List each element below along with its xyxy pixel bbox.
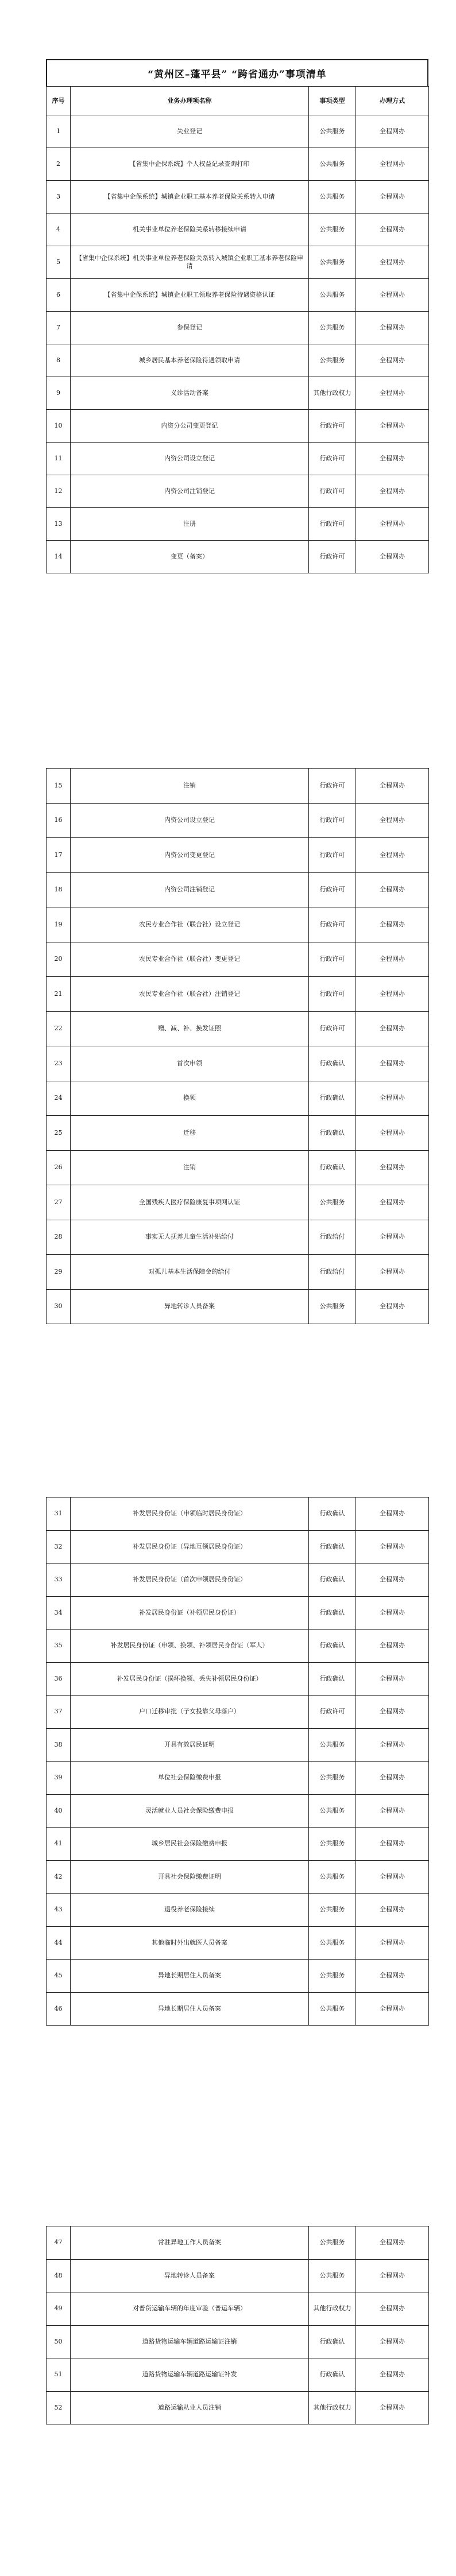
sheet-page-3: [46, 1497, 428, 2026]
cell-item-type: 行政确认: [309, 1046, 356, 1081]
cell-item-name: 城乡居民基本养老保险待遇领取申请: [71, 344, 309, 377]
cell-item-type: 行政许可: [309, 977, 356, 1012]
cell-item-type: 行政许可: [309, 475, 356, 508]
cell-index: 48: [47, 2259, 71, 2292]
table-row: [47, 2358, 429, 2392]
cell-handling-method: 全程网办: [356, 838, 429, 873]
cell-item-name: 内资公司变更登记: [71, 838, 309, 873]
cell-handling-method: 全程网办: [356, 1530, 429, 1564]
table-row: [47, 541, 429, 573]
cell-handling-method: 全程网办: [356, 907, 429, 942]
cell-item-name: 户口迁移审批（子女投靠父母落户）: [71, 1696, 309, 1729]
cell-item-name: 首次申领: [71, 1046, 309, 1081]
cell-handling-method: 全程网办: [356, 769, 429, 804]
table-row: [47, 1498, 429, 1531]
cell-item-name: 义诊活动备案: [71, 377, 309, 410]
cell-item-name: 【省集中企保系统】城镇企业职工领取养老保险待遇资格认证: [71, 279, 309, 312]
cell-item-type: 公共服务: [309, 2226, 356, 2260]
cell-index: 36: [47, 1662, 71, 1696]
table-row: [47, 1046, 429, 1081]
cell-handling-method: 全程网办: [356, 312, 429, 344]
cell-item-name: 事实无人抚养儿童生活补贴给付: [71, 1220, 309, 1255]
table-row: [47, 279, 429, 312]
cell-handling-method: 全程网办: [356, 115, 429, 148]
cell-index: 25: [47, 1116, 71, 1151]
cell-index: 41: [47, 1828, 71, 1861]
cell-item-type: 其他行政权力: [309, 2391, 356, 2424]
cell-item-type: 公共服务: [309, 1828, 356, 1861]
cell-item-name: 【省集中企保系统】城镇企业职工基本养老保险关系转入申请: [71, 181, 309, 214]
cell-item-type: 行政许可: [309, 838, 356, 873]
cell-handling-method: 全程网办: [356, 1960, 429, 1993]
cell-handling-method: 全程网办: [356, 1255, 429, 1290]
cell-index: 5: [47, 246, 71, 279]
cell-item-name: 农民专业合作社（联合社）注销登记: [71, 977, 309, 1012]
cell-handling-method: 全程网办: [356, 1630, 429, 1663]
cell-handling-method: 全程网办: [356, 1220, 429, 1255]
cell-item-type: 公共服务: [309, 1860, 356, 1894]
cell-index: 15: [47, 769, 71, 804]
cell-item-name: 内资分公司变更登记: [71, 410, 309, 443]
table-row: [47, 1894, 429, 1927]
cell-index: 31: [47, 1498, 71, 1531]
cell-index: 2: [47, 148, 71, 181]
cell-handling-method: 全程网办: [356, 872, 429, 907]
cell-handling-method: 全程网办: [356, 2391, 429, 2424]
cell-index: 13: [47, 508, 71, 541]
cell-item-name: 补发居民身份证（申领临时居民身份证）: [71, 1498, 309, 1531]
table-row: [47, 1150, 429, 1185]
cell-handling-method: 全程网办: [356, 1498, 429, 1531]
cell-handling-method: 全程网办: [356, 1696, 429, 1729]
table-header-row: [47, 87, 429, 115]
cell-item-type: 公共服务: [309, 344, 356, 377]
cell-index: 26: [47, 1150, 71, 1185]
cell-index: 35: [47, 1630, 71, 1663]
cell-item-type: 公共服务: [309, 181, 356, 214]
table-row: [47, 115, 429, 148]
table-row: [47, 1185, 429, 1220]
cell-item-type: 行政确认: [309, 1116, 356, 1151]
cell-index: 22: [47, 1011, 71, 1046]
table-row: [47, 475, 429, 508]
table-row: [47, 344, 429, 377]
cell-index: 24: [47, 1081, 71, 1116]
cell-item-name: 内资公司设立登记: [71, 443, 309, 475]
table-row: [47, 1289, 429, 1324]
cell-index: 4: [47, 214, 71, 246]
table-row: [47, 1696, 429, 1729]
cell-index: 7: [47, 312, 71, 344]
table-row: [47, 181, 429, 214]
cell-item-type: 行政确认: [309, 1498, 356, 1531]
table-row: [47, 2292, 429, 2326]
cell-item-type: 其他行政权力: [309, 2292, 356, 2326]
matters-table: [46, 768, 429, 1324]
cell-item-name: 换领: [71, 1081, 309, 1116]
cell-item-type: 行政许可: [309, 410, 356, 443]
cell-handling-method: 全程网办: [356, 344, 429, 377]
table-row: [47, 410, 429, 443]
cell-index: 11: [47, 443, 71, 475]
cell-item-type: 行政确认: [309, 2358, 356, 2392]
cell-item-name: 常驻异地工作人员备案: [71, 2226, 309, 2260]
cell-handling-method: 全程网办: [356, 1662, 429, 1696]
table-row: [47, 942, 429, 977]
table-row: [47, 1828, 429, 1861]
cell-index: 9: [47, 377, 71, 410]
cell-index: 39: [47, 1762, 71, 1795]
cell-item-type: 公共服务: [309, 246, 356, 279]
cell-index: 30: [47, 1289, 71, 1324]
sheet-page-1: [46, 59, 428, 573]
table-row: [47, 803, 429, 838]
cell-handling-method: 全程网办: [356, 2292, 429, 2326]
cell-index: 38: [47, 1728, 71, 1762]
cell-index: 47: [47, 2226, 71, 2260]
cell-item-name: 农民专业合作社（联合社）设立登记: [71, 907, 309, 942]
cell-item-type: 行政确认: [309, 1596, 356, 1630]
table-row: [47, 246, 429, 279]
cell-item-name: 补发居民身份证（补领居民身份证）: [71, 1596, 309, 1630]
table-row: [47, 148, 429, 181]
cell-item-type: 公共服务: [309, 1185, 356, 1220]
cell-index: 33: [47, 1564, 71, 1597]
cell-handling-method: 全程网办: [356, 1046, 429, 1081]
cell-item-name: 道路运输从业人员注销: [71, 2391, 309, 2424]
cell-handling-method: 全程网办: [356, 977, 429, 1012]
cell-item-type: 其他行政权力: [309, 377, 356, 410]
cell-item-type: 公共服务: [309, 2259, 356, 2292]
cell-item-type: 行政确认: [309, 1662, 356, 1696]
cell-handling-method: 全程网办: [356, 246, 429, 279]
cell-item-name: 农民专业合作社（联合社）变更登记: [71, 942, 309, 977]
cell-index: 44: [47, 1926, 71, 1960]
cell-handling-method: 全程网办: [356, 2358, 429, 2392]
cell-index: 28: [47, 1220, 71, 1255]
cell-handling-method: 全程网办: [356, 942, 429, 977]
matters-table: [46, 1497, 429, 2026]
table-row: [47, 1762, 429, 1795]
cell-item-name: 异地长期居住人员备案: [71, 1960, 309, 1993]
matters-table: [46, 86, 429, 573]
cell-item-type: 行政许可: [309, 872, 356, 907]
cell-index: 42: [47, 1860, 71, 1894]
cell-item-name: 迁移: [71, 1116, 309, 1151]
cell-item-name: 异地转诊人员备案: [71, 2259, 309, 2292]
cell-handling-method: 全程网办: [356, 1762, 429, 1795]
cell-index: 1: [47, 115, 71, 148]
cell-handling-method: 全程网办: [356, 2226, 429, 2260]
table-row: [47, 1794, 429, 1828]
cell-index: 23: [47, 1046, 71, 1081]
cell-index: 27: [47, 1185, 71, 1220]
cell-item-type: 行政许可: [309, 907, 356, 942]
cell-handling-method: 全程网办: [356, 1596, 429, 1630]
cell-item-type: 行政确认: [309, 1150, 356, 1185]
matters-table: [46, 2226, 429, 2424]
table-row: [47, 1960, 429, 1993]
cell-item-type: 行政确认: [309, 1564, 356, 1597]
cell-handling-method: 全程网办: [356, 508, 429, 541]
cell-item-type: 公共服务: [309, 1992, 356, 2026]
table-row: [47, 1992, 429, 2026]
cell-item-type: 公共服务: [309, 1926, 356, 1960]
cell-item-type: 行政许可: [309, 1011, 356, 1046]
cell-item-type: 公共服务: [309, 279, 356, 312]
cell-handling-method: 全程网办: [356, 1564, 429, 1597]
header-item-name: 业务办理项名称: [71, 87, 309, 115]
cell-index: 43: [47, 1894, 71, 1927]
table-row: [47, 214, 429, 246]
cell-item-type: 公共服务: [309, 1762, 356, 1795]
cell-item-name: 失业登记: [71, 115, 309, 148]
cell-handling-method: 全程网办: [356, 1794, 429, 1828]
table-row: [47, 2226, 429, 2260]
table-row: [47, 1081, 429, 1116]
cell-item-name: 异地转诊人员备案: [71, 1289, 309, 1324]
table-row: [47, 2325, 429, 2358]
cell-index: 45: [47, 1960, 71, 1993]
cell-item-type: 公共服务: [309, 115, 356, 148]
cell-item-name: 注册: [71, 508, 309, 541]
cell-handling-method: 全程网办: [356, 1992, 429, 2026]
cell-handling-method: 全程网办: [356, 2325, 429, 2358]
cell-item-type: 公共服务: [309, 1960, 356, 1993]
table-row: [47, 377, 429, 410]
cell-item-name: 开具社会保险缴费证明: [71, 1860, 309, 1894]
cell-index: 29: [47, 1255, 71, 1290]
cell-handling-method: 全程网办: [356, 1081, 429, 1116]
cell-item-name: 异地长期居住人员备案: [71, 1992, 309, 2026]
cell-index: 21: [47, 977, 71, 1012]
cell-handling-method: 全程网办: [356, 541, 429, 573]
table-row: [47, 1564, 429, 1597]
table-row: [47, 1926, 429, 1960]
cell-item-type: 行政许可: [309, 541, 356, 573]
cell-item-name: 【省集中企保系统】个人权益记录查询打印: [71, 148, 309, 181]
table-row: [47, 1596, 429, 1630]
cell-item-type: 行政许可: [309, 769, 356, 804]
cell-handling-method: 全程网办: [356, 1926, 429, 1960]
table-row: [47, 838, 429, 873]
cell-item-name: 参保登记: [71, 312, 309, 344]
cell-index: 32: [47, 1530, 71, 1564]
cell-index: 18: [47, 872, 71, 907]
cell-item-type: 行政确认: [309, 1081, 356, 1116]
table-row: [47, 1220, 429, 1255]
table-row: [47, 2259, 429, 2292]
cell-item-name: 补发居民身份证（申领、换领、补领居民身份证（军人）: [71, 1630, 309, 1663]
table-row: [47, 2391, 429, 2424]
table-row: [47, 769, 429, 804]
cell-item-name: 道路货物运输车辆道路运输证补发: [71, 2358, 309, 2392]
cell-index: 19: [47, 907, 71, 942]
cell-item-type: 行政许可: [309, 942, 356, 977]
cell-item-type: 行政许可: [309, 508, 356, 541]
cell-item-type: 公共服务: [309, 1728, 356, 1762]
cell-handling-method: 全程网办: [356, 279, 429, 312]
table-row: [47, 1255, 429, 1290]
table-row: [47, 977, 429, 1012]
cell-item-type: 行政确认: [309, 1530, 356, 1564]
cell-handling-method: 全程网办: [356, 1116, 429, 1151]
cell-index: 12: [47, 475, 71, 508]
table-row: [47, 312, 429, 344]
table-row: [47, 1530, 429, 1564]
cell-handling-method: 全程网办: [356, 1150, 429, 1185]
cell-index: 46: [47, 1992, 71, 2026]
cell-index: 6: [47, 279, 71, 312]
cell-item-name: 补发居民身份证（异地互领居民身份证）: [71, 1530, 309, 1564]
table-row: [47, 1662, 429, 1696]
cell-handling-method: 全程网办: [356, 181, 429, 214]
cell-item-name: 退役养老保险接续: [71, 1894, 309, 1927]
cell-index: 51: [47, 2358, 71, 2392]
sheet-title: “黄州区–蓬平县” “跨省通办”事项清单: [46, 59, 428, 86]
sheet-page-4: [46, 2226, 428, 2424]
cell-item-type: 行政确认: [309, 2325, 356, 2358]
table-row: [47, 1630, 429, 1663]
cell-item-name: 道路货物运输车辆道路运输证注销: [71, 2325, 309, 2358]
cell-handling-method: 全程网办: [356, 214, 429, 246]
cell-index: 50: [47, 2325, 71, 2358]
cell-handling-method: 全程网办: [356, 410, 429, 443]
cell-item-type: 公共服务: [309, 1794, 356, 1828]
cell-handling-method: 全程网办: [356, 1828, 429, 1861]
cell-index: 52: [47, 2391, 71, 2424]
cell-item-type: 公共服务: [309, 1894, 356, 1927]
cell-item-name: 机关事业单位养老保险关系转移接续申请: [71, 214, 309, 246]
cell-item-name: 内资公司设立登记: [71, 803, 309, 838]
table-row: [47, 508, 429, 541]
cell-item-name: 赠、减、补、换发证照: [71, 1011, 309, 1046]
cell-item-name: 对孤儿基本生活保障金的给付: [71, 1255, 309, 1290]
cell-item-type: 公共服务: [309, 312, 356, 344]
cell-handling-method: 全程网办: [356, 1011, 429, 1046]
cell-item-name: 对普货运输车辆的年度审验（普运车辆）: [71, 2292, 309, 2326]
cell-item-name: 城乡居民社会保险缴费申报: [71, 1828, 309, 1861]
cell-item-name: 其他临时外出就医人员备案: [71, 1926, 309, 1960]
cell-item-type: 行政确认: [309, 1630, 356, 1663]
cell-item-type: 行政许可: [309, 443, 356, 475]
cell-index: 10: [47, 410, 71, 443]
cell-item-name: 内资公司注销登记: [71, 872, 309, 907]
cell-handling-method: 全程网办: [356, 443, 429, 475]
cell-index: 40: [47, 1794, 71, 1828]
cell-handling-method: 全程网办: [356, 475, 429, 508]
cell-index: 3: [47, 181, 71, 214]
cell-index: 34: [47, 1596, 71, 1630]
table-row: [47, 1728, 429, 1762]
cell-item-type: 行政给付: [309, 1255, 356, 1290]
cell-handling-method: 全程网办: [356, 1860, 429, 1894]
cell-item-name: 补发居民身份证（首次申领居民身份证）: [71, 1564, 309, 1597]
cell-item-name: 开具有效居民证明: [71, 1728, 309, 1762]
cell-item-type: 公共服务: [309, 148, 356, 181]
cell-index: 16: [47, 803, 71, 838]
cell-item-name: 单位社会保险缴费申报: [71, 1762, 309, 1795]
cell-item-name: 内资公司注销登记: [71, 475, 309, 508]
table-row: [47, 443, 429, 475]
cell-handling-method: 全程网办: [356, 377, 429, 410]
header-index: 序号: [47, 87, 71, 115]
table-row: [47, 1860, 429, 1894]
cell-handling-method: 全程网办: [356, 2259, 429, 2292]
cell-index: 20: [47, 942, 71, 977]
cell-item-type: 行政许可: [309, 1696, 356, 1729]
cell-item-name: 注销: [71, 1150, 309, 1185]
cell-item-type: 行政给付: [309, 1220, 356, 1255]
cell-item-name: 全国残疾人医疗保险康复事项网认证: [71, 1185, 309, 1220]
cell-handling-method: 全程网办: [356, 1894, 429, 1927]
cell-handling-method: 全程网办: [356, 1289, 429, 1324]
cell-index: 37: [47, 1696, 71, 1729]
cell-index: 8: [47, 344, 71, 377]
cell-item-type: 公共服务: [309, 214, 356, 246]
table-row: [47, 872, 429, 907]
cell-index: 49: [47, 2292, 71, 2326]
table-row: [47, 1116, 429, 1151]
cell-index: 17: [47, 838, 71, 873]
table-row: [47, 1011, 429, 1046]
cell-item-type: 公共服务: [309, 1289, 356, 1324]
cell-index: 14: [47, 541, 71, 573]
header-handling-method: 办理方式: [356, 87, 429, 115]
header-item-type: 事项类型: [309, 87, 356, 115]
cell-handling-method: 全程网办: [356, 803, 429, 838]
cell-item-name: 补发居民身份证（损坏换领、丢失补领居民身份证）: [71, 1662, 309, 1696]
cell-item-name: 灵活就业人员社会保险缴费申报: [71, 1794, 309, 1828]
sheet-page-2: [46, 768, 428, 1324]
cell-item-name: 变更（备案）: [71, 541, 309, 573]
cell-item-name: 注销: [71, 769, 309, 804]
cell-item-name: 【省集中企保系统】机关事业单位养老保险关系转入城镇企业职工基本养老保险申请: [71, 246, 309, 279]
cell-handling-method: 全程网办: [356, 1185, 429, 1220]
cell-handling-method: 全程网办: [356, 1728, 429, 1762]
cell-handling-method: 全程网办: [356, 148, 429, 181]
cell-item-type: 行政许可: [309, 803, 356, 838]
table-row: [47, 907, 429, 942]
